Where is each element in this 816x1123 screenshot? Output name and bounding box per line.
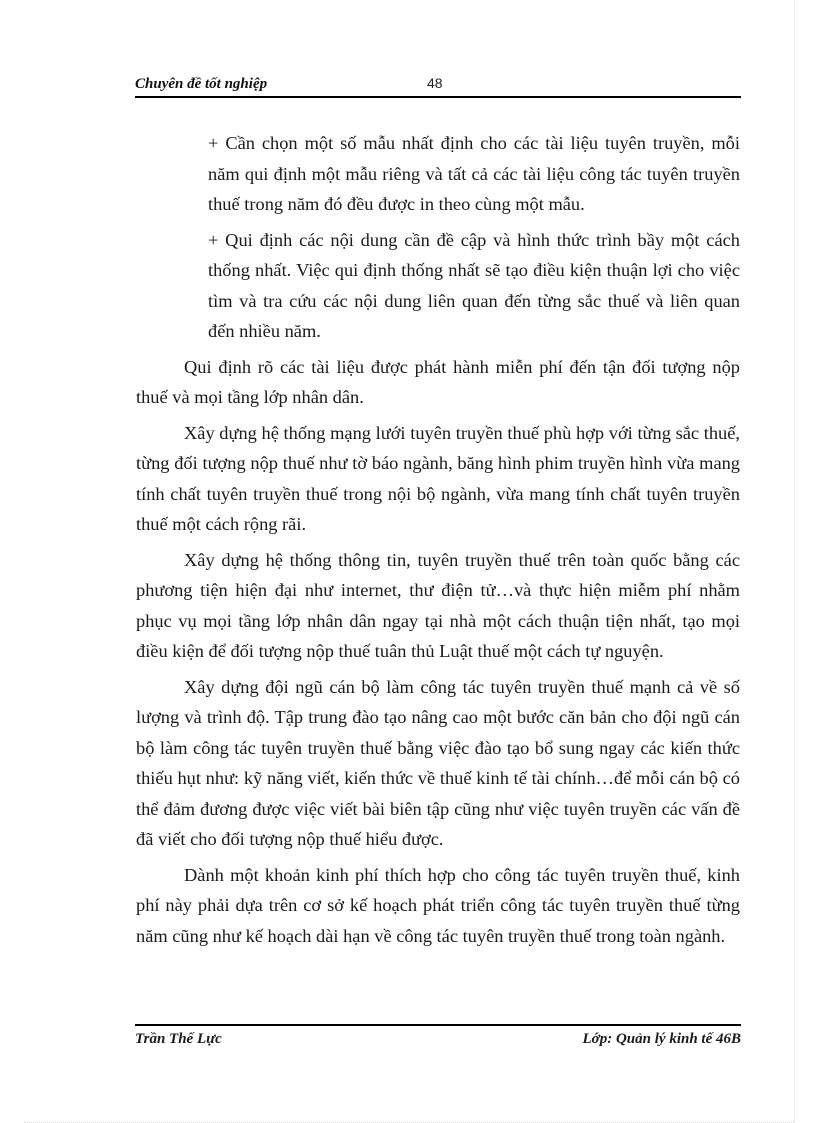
- page-number: 48: [427, 75, 443, 91]
- class-label: Lớp: Quản lý kinh tế 46B: [582, 1031, 741, 1047]
- body-paragraph: Dành một khoản kinh phí thích hợp cho công tác tuyên truyền thuế, kinh phí này phải dựa trên cơ sở kế hoạch phát triển công tác tuyên truyền thuế từng năm cũng như kế hoạch dài hạn về công tác tuyên truyền thuế trong toàn ngành.: [136, 864, 740, 946]
- body-paragraph: Xây dựng hệ thống mạng lưới tuyên truyền thuế phù hợp với từng sắc thuế, từng đối tượng nộp thuế như tờ báo ngành, băng hình phim truyền hình vừa mang tính chất tuyên truyền thuế trong nội bộ ngành, vừa mang tính chất tuyên truyền thuế một cách rộng rãi.: [136, 422, 740, 534]
- body-paragraph: Xây dựng hệ thống thông tin, tuyên truyền thuế trên toàn quốc bằng các phương tiện hiện đại như internet, thư điện tử…và thực hiện miễm phí nhằm phục vụ mọi tầng lớp nhân dân ngay tại nhà một cách thuận tiện nhất, tạo mọi điều kiện để đối tượng nộp thuế tuân thủ Luật thuế một cách tự nguyện.: [136, 549, 740, 661]
- body-paragraph: Qui định rõ các tài liệu được phát hành miễn phí đến tận đối tượng nộp thuế và mọi tầng lớp nhân dân.: [136, 356, 740, 407]
- body-paragraph: Xây dựng đội ngũ cán bộ làm công tác tuyên truyền thuế mạnh cả về số lượng và trình độ. Tập trung đào tạo nâng cao một bước căn bản cho đội ngũ cán bộ làm công tác tuyên truyền thuế bằng việc đào tạo bổ sung ngay các kiến thức thiếu hụt như: kỹ năng viết, kiến thức về thuế kinh tế tài chính…để mỗi cán bộ có thể đảm đương được việc viết bài biên tập cũng như việc tuyên truyền các vấn đề đã viết cho đối tượng nộp thuế hiểu được.: [136, 676, 740, 849]
- document-body: [136, 128, 740, 956]
- page-edge-right-divider: [794, 0, 795, 1123]
- author-name: Trần Thế Lực: [135, 1031, 222, 1047]
- document-title: Chuyên đề tốt nghiệp: [135, 76, 268, 92]
- page-header: [135, 74, 741, 98]
- bullet-paragraph: + Qui định các nội dung cần đề cập và hình thức trình bầy một cách thống nhất. Việc qui định thống nhất sẽ tạo điều kiện thuận lợi cho việc tìm và tra cứu các nội dung liên quan đến từng sắc thuế và liên quan đến nhiều năm.: [208, 229, 740, 341]
- bullet-paragraph: + Cần chọn một số mẫu nhất định cho các tài liệu tuyên truyền, mỗi năm qui định một mẫu riêng và tất cả các tài liệu công tác tuyên truyền thuế trong năm đó đều được in theo cùng một mẫu.: [208, 133, 740, 214]
- page-footer: [135, 1024, 741, 1050]
